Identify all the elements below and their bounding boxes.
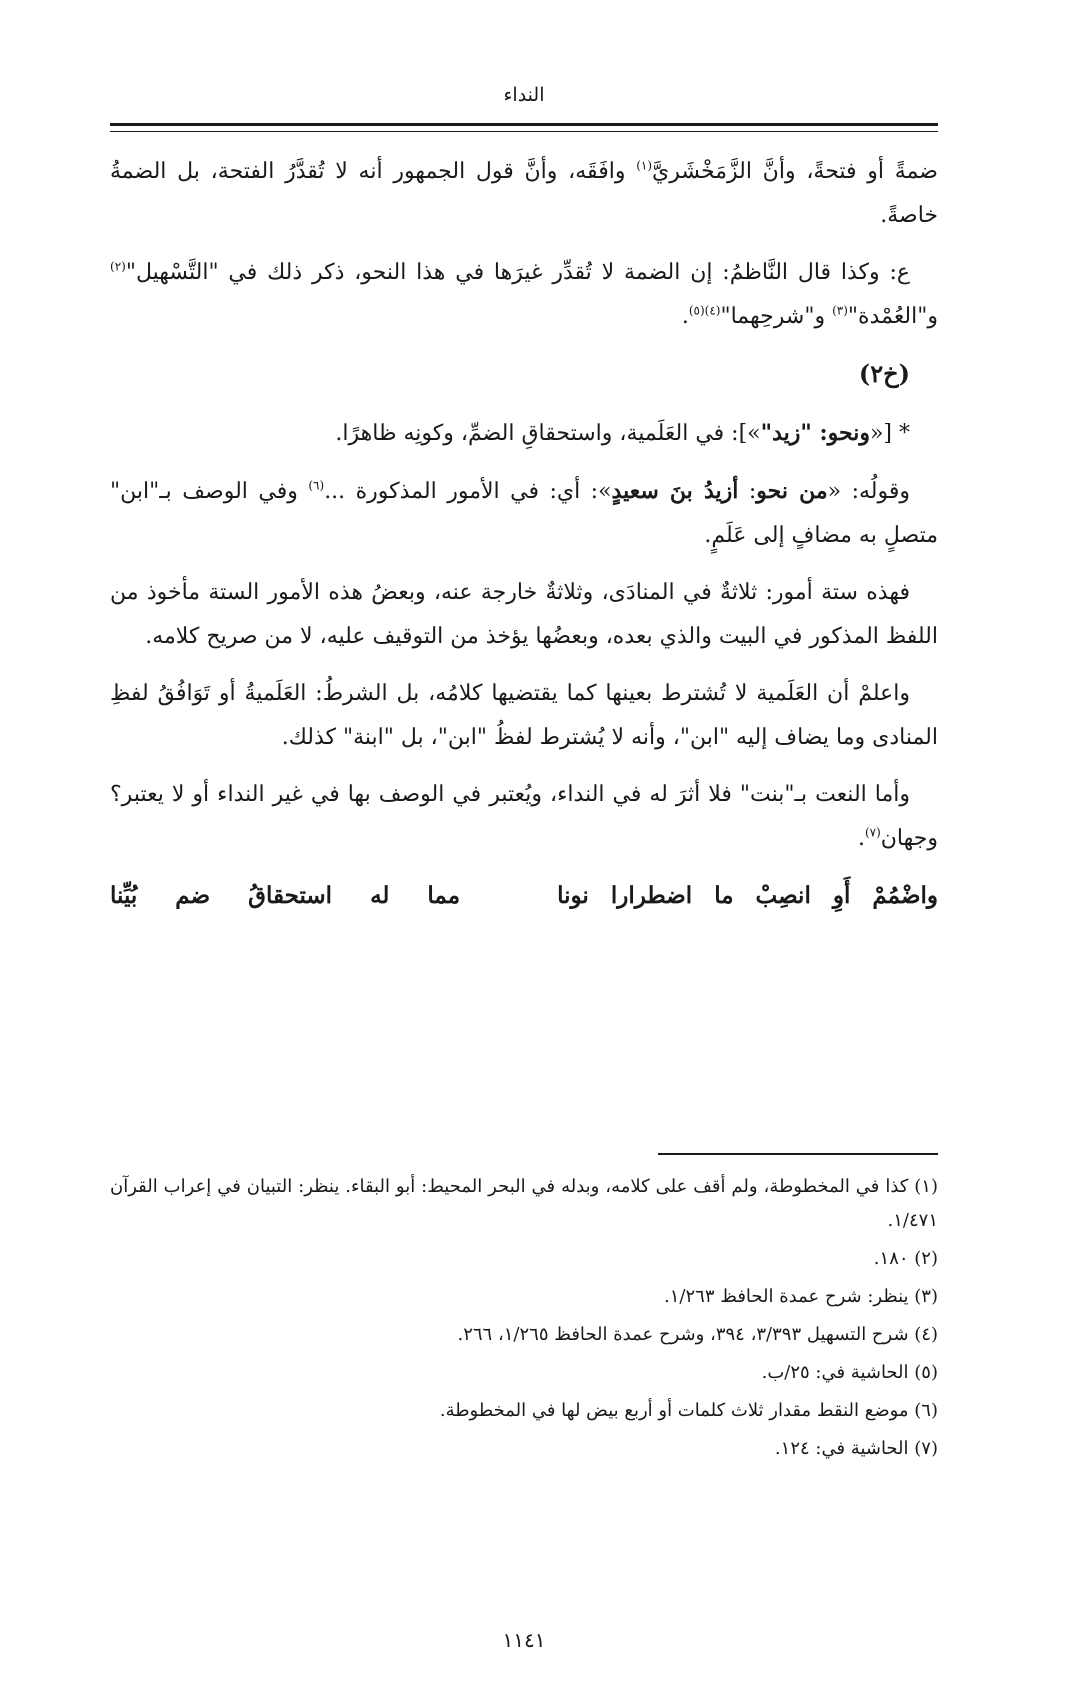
footnote-ref-7[interactable]: (٧) — [864, 825, 881, 840]
running-header: النداء — [503, 84, 545, 106]
header-rule-thick — [110, 123, 938, 126]
footnote-ref-3[interactable]: (٣) — [832, 303, 848, 318]
footnote-3: (٣) ينظر: شرح عمدة الحافظ ١/٢٦٣. — [664, 1286, 938, 1307]
footnote-6: (٦) موضع النقط مقدار ثلاث كلمات أو أربع بيض لها في المخطوطة. — [439, 1400, 938, 1421]
footnote-5: (٥) الحاشية في: ٢٥/ب. — [761, 1362, 938, 1383]
footnote-ref-2[interactable]: (٢) — [110, 259, 126, 274]
footnotes — [110, 1170, 938, 1470]
header-rule-thin — [110, 131, 938, 132]
footnote-1: (١) كذا في المخطوطة، ولم أقف على كلامه، وبدله في البحر المحيط: أبو البقاء. ينظر: التبيان في إعراب القرآن ١/٤٧١. — [110, 1176, 938, 1231]
footnote-ref-1[interactable]: (١) — [636, 158, 653, 173]
paragraph-4: وقولُه: «من نحو: أزيدُ بنَ سعيدٍ»: أي: في الأمور المذكورة ...$^{(٦)}$ وفي الوصف بـ"ابن" متصلٍ به مضافٍ إلى عَلَمٍ. — [110, 478, 938, 548]
section-marker: (خ٢) — [858, 359, 910, 388]
book-page — [110, 0, 938, 1698]
paragraph-6: واعلمْ أن العَلَمية لا تُشترط بعينها كما يقتضيها كلامُه، بل الشرطُ: العَلَميةُ أو تَوَافُقُ لفظِ المنادى وما يضاف إليه "ابن"، وأنه لا يُشترط لفظُ "ابن"، بل "ابنة" كذلك. — [110, 681, 938, 750]
footnote-ref-4-5[interactable]: (٤)(٥) — [688, 303, 721, 318]
paragraph-1: ضمةً أو فتحةً، وأنَّ الزَّمَخْشَريَّ$^{(١)}$ وافَقَه، وأنَّ قول الجمهور أنه لا تُقدَّرُ الفتحة، بل الضمةُ خاصةً. — [110, 158, 938, 228]
page-number: ١١٤١ — [502, 1628, 546, 1652]
main-text — [110, 150, 938, 918]
poetry-verse — [110, 874, 938, 918]
paragraph-7: وأما النعت بـ"بنت" فلا أثرَ له في النداء، ويُعتبر في الوصف بها في غير النداء أو لا يعتبر؟ وجهان$^{(٧)}$. — [110, 782, 938, 851]
paragraph-3: * [«ونحو: "زيد"»]: في العَلَمية، واستحقاقِ الضمِّ، وكونِه ظاهرًا. — [335, 420, 910, 446]
paragraph-2: ع: وكذا قال النَّاظمُ: إن الضمة لا تُقدِّر غيرَها في هذا النحو، ذكر ذلك في "التَّسْهيل"$^{(٢)}$ و"العُمْدة"$^{(٣)}$ و"شرحِهما"$^{(٤)(٥)}$. — [110, 259, 938, 329]
footnote-ref-6[interactable]: (٦) — [308, 478, 325, 493]
footnote-4: (٤) شرح التسهيل ٣/٣٩٣، ٣٩٤، وشرح عمدة الحافظ ١/٢٦٥، ٢٦٦. — [457, 1324, 938, 1345]
verse-second-hemistich: مما له استحقاقُ ضم بُيِّنا — [110, 882, 461, 909]
paragraph-5: فهذه ستة أمور: ثلاثةٌ في المنادَى، وثلاثةٌ خارجة عنه، وبعضُ هذه الأمور الستة مأخوذ من اللفظ المذكور في البيت والذي بعده، وبعضُها يؤخذ من التوقيف عليه، لا من صريح كلامه. — [110, 580, 938, 649]
footnote-2: (٢) ١٨٠. — [873, 1248, 938, 1269]
verse-first-hemistich: واضْمُمْ أَوِ انصِبْ ما اضطرارا نونا — [557, 882, 938, 909]
footnote-7: (٧) الحاشية في: ١٢٤. — [774, 1438, 938, 1459]
footnote-separator — [658, 1153, 938, 1155]
